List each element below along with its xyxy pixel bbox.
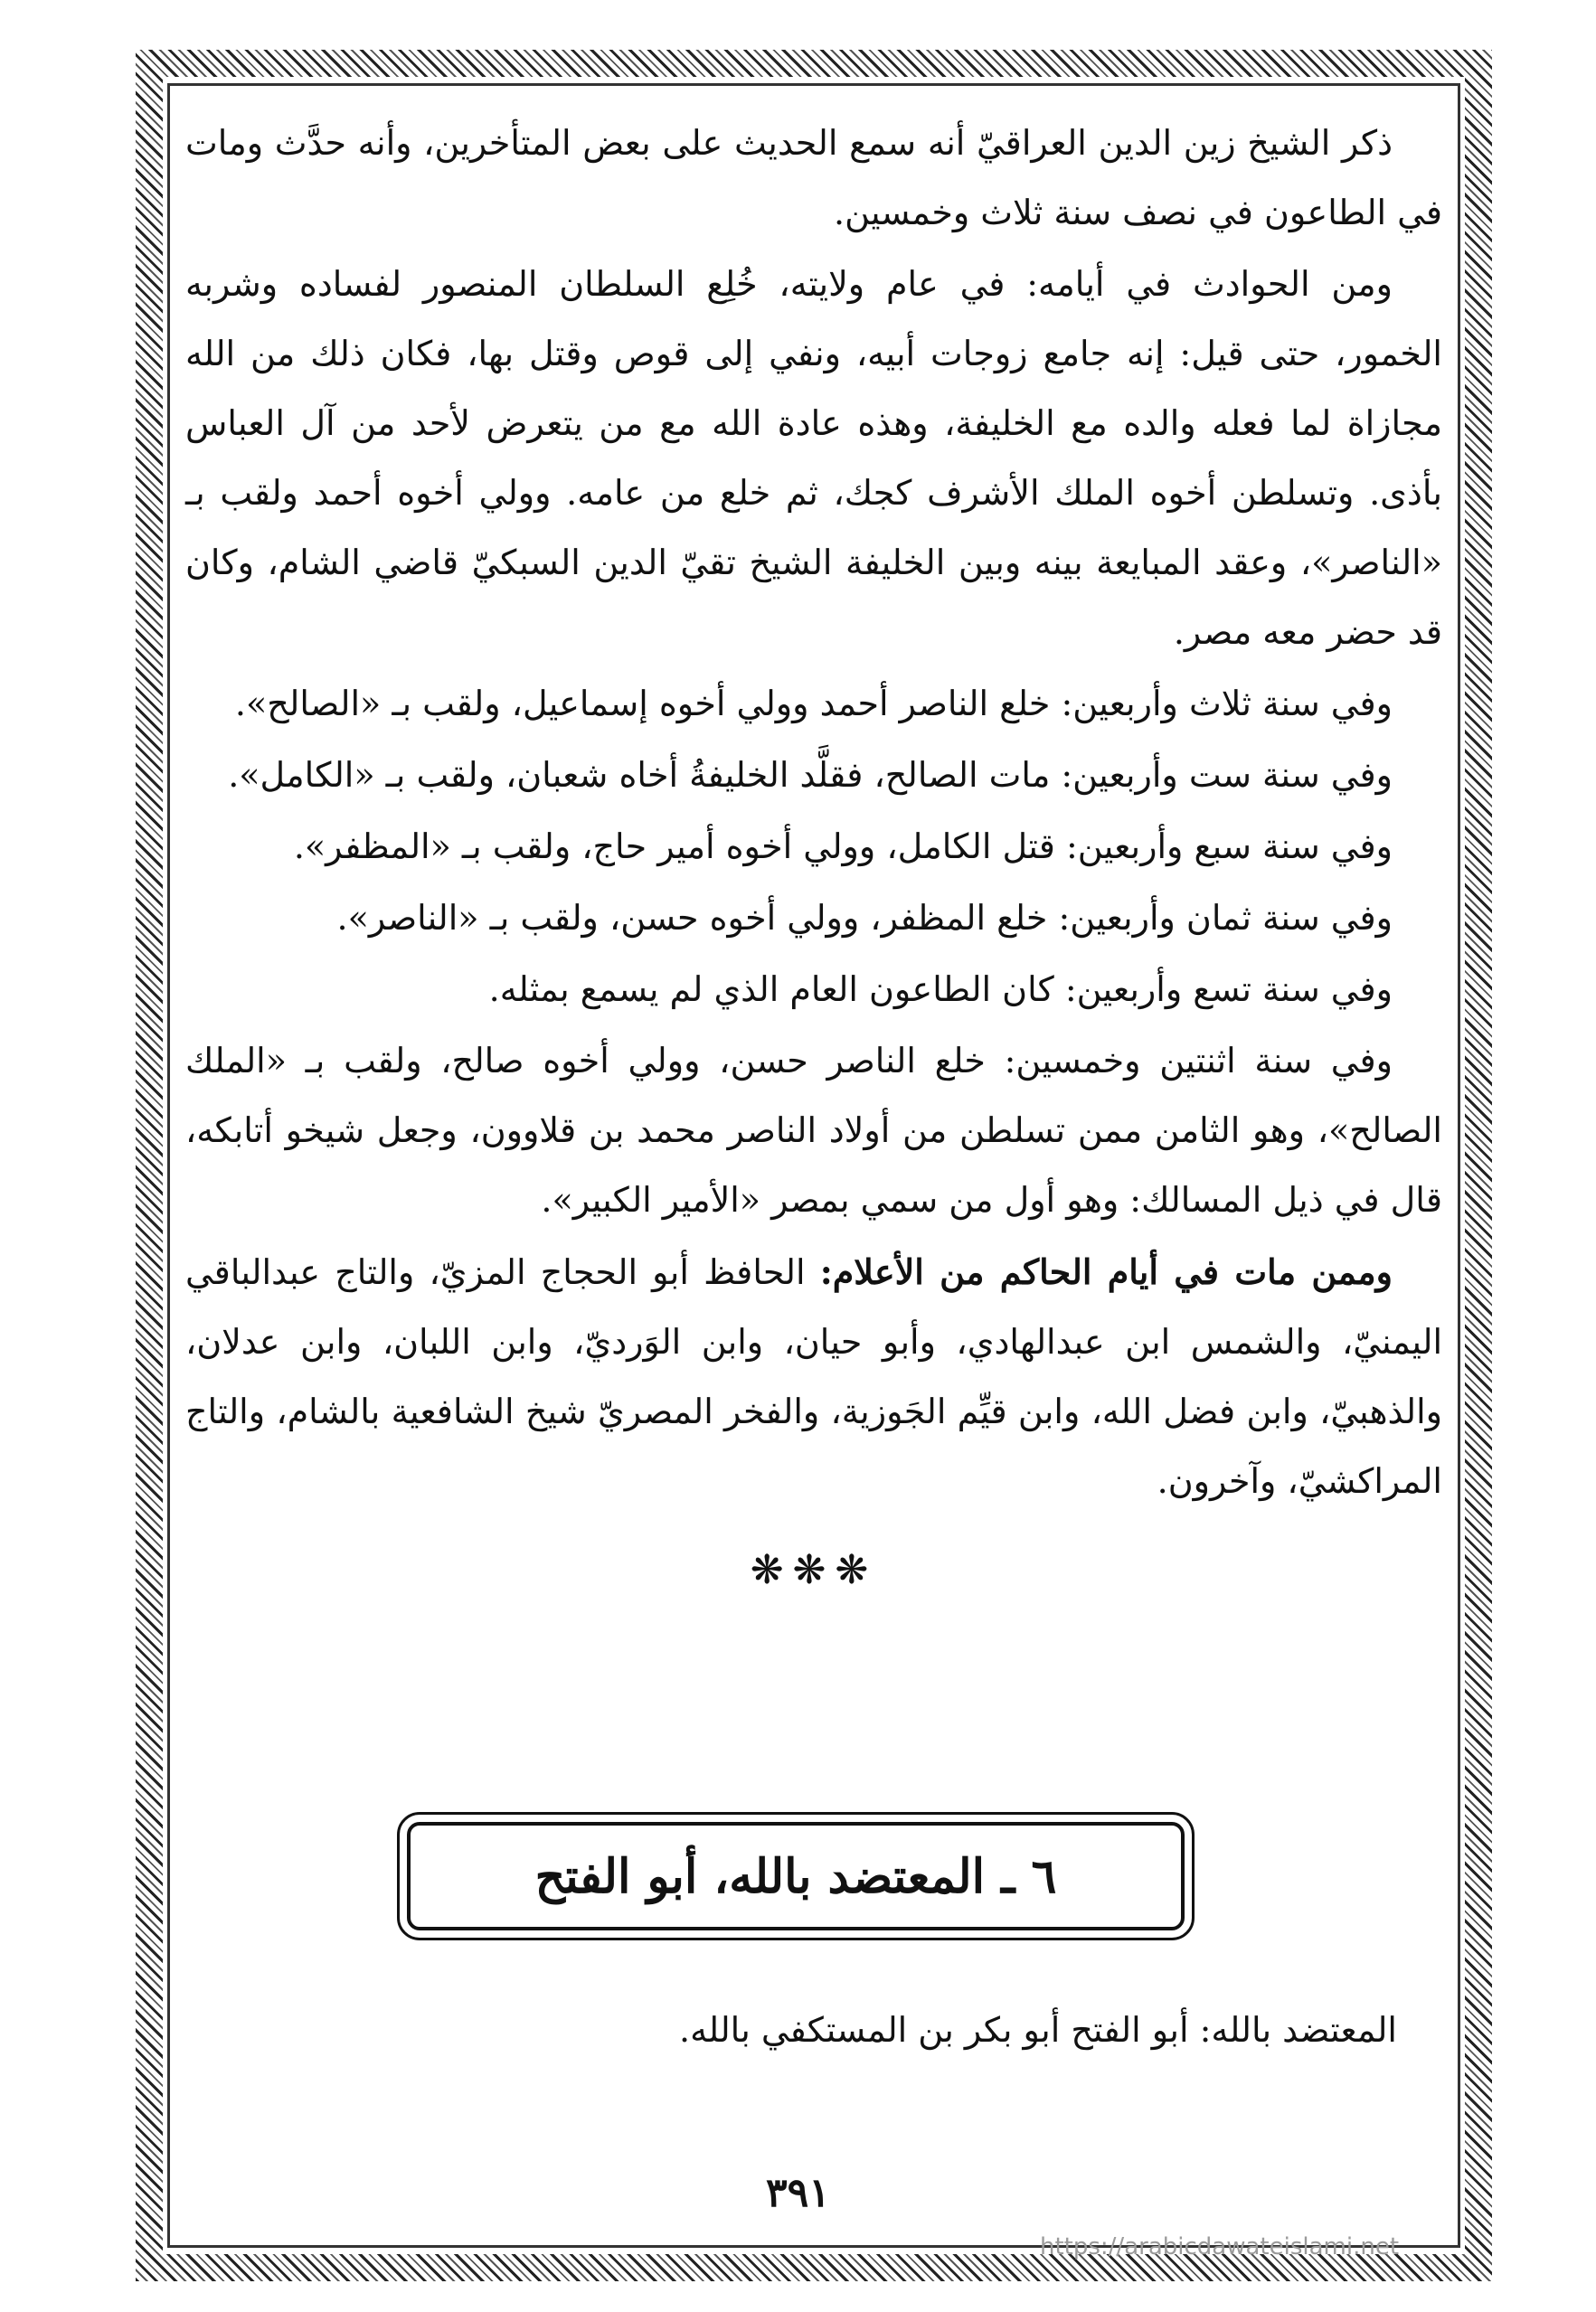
main-text-block [185,109,1442,1598]
deaths-paragraph-lead: وممن مات في أيام الحاكم من الأعلام: [819,1251,1393,1292]
section-heading-text: ٦ ـ المعتضد بالله، أبو الفتح [534,1848,1057,1904]
paragraph-3: وفي سنة ثلاث وأربعين: خلع الناصر أحمد وولي أخوه إسماعيل، ولقب بـ «الصالح». [234,684,1393,723]
paragraph-4: وفي سنة ست وأربعين: مات الصالح، فقلَّد الخليفةُ أخاه شعبان، ولقب بـ «الكامل». [228,755,1393,795]
deaths-paragraph-text: الحافظ أبو الحجاج المزيّ، والتاج عبدالباقي اليمنيّ، والشمس ابن عبدالهادي، وأبو حيان، وابن الوَرديّ، وابن اللبان، وابن عدلان، والذهبيّ، وابن فضل الله، وابن قيِّم الجَوزية، والفخر المصريّ شيخ الشافعية بالشام، والتاج المراكشيّ، وآخرون. [185,1252,1442,1501]
section-separator: ❋❋❋ [750,1547,878,1593]
paragraph-1: ذكر الشيخ زين الدين العراقيّ أنه سمع الحديث على بعض المتأخرين، وأنه حدَّث ومات في الطاعون في نصف سنة ثلاث وخمسين. [185,123,1442,232]
paragraph-6: وفي سنة ثمان وأربعين: خلع المظفر، وولي أخوه حسن، ولقب بـ «الناصر». [336,898,1393,938]
watermark: https://arabicdawateislami.net [1040,2233,1400,2260]
paragraph-8: وفي سنة اثنتين وخمسين: خلع الناصر حسن، وولي أخوه صالح، ولقب بـ «الملك الصالح»، وهو الثامن ممن تسلطن من أولاد الناصر محمد بن قلاوون، وجعل شيخو أتابكه، قال في ذيل المسالك: وهو أول من سمي بمصر «الأمير الكبير». [185,1041,1442,1220]
section-heading [407,1822,1185,1930]
deaths-paragraph [185,1237,1442,1516]
paragraph-7: وفي سنة تسع وأربعين: كان الطاعون العام الذي لم يسمع بمثله. [488,969,1393,1009]
paragraph-5: وفي سنة سبع وأربعين: قتل الكامل، وولي أخوه أمير حاج، ولقب بـ «المظفر». [293,826,1393,866]
paragraph-2: ومن الحوادث في أيامه: في عام ولايته، خُلِع السلطان المنصور لفساده وشربه الخمور، حتى قيل: إنه جامع زوجات أبيه، ونفي إلى قوص وقتل بها، فكان ذلك من الله مجازاة لما فعله والده مع الخليفة، وهذه عادة الله مع من يتعرض لأحد من آل العباس بأذى. وتسلطن أخوه الملك الأشرف كجك، ثم خلع من عامه. وولي أخوه أحمد ولقب بـ «الناصر»، وعقد المبايعة بينه وبين الخليفة الشيخ تقيّ الدين السبكيّ قاضي الشام، وكان قد حضر معه مصر. [185,264,1442,652]
section-intro: المعتضد بالله: أبو الفتح أبو بكر بن المستكفي بالله. [679,2010,1397,2050]
page-number: ٣٩١ [766,2170,830,2216]
